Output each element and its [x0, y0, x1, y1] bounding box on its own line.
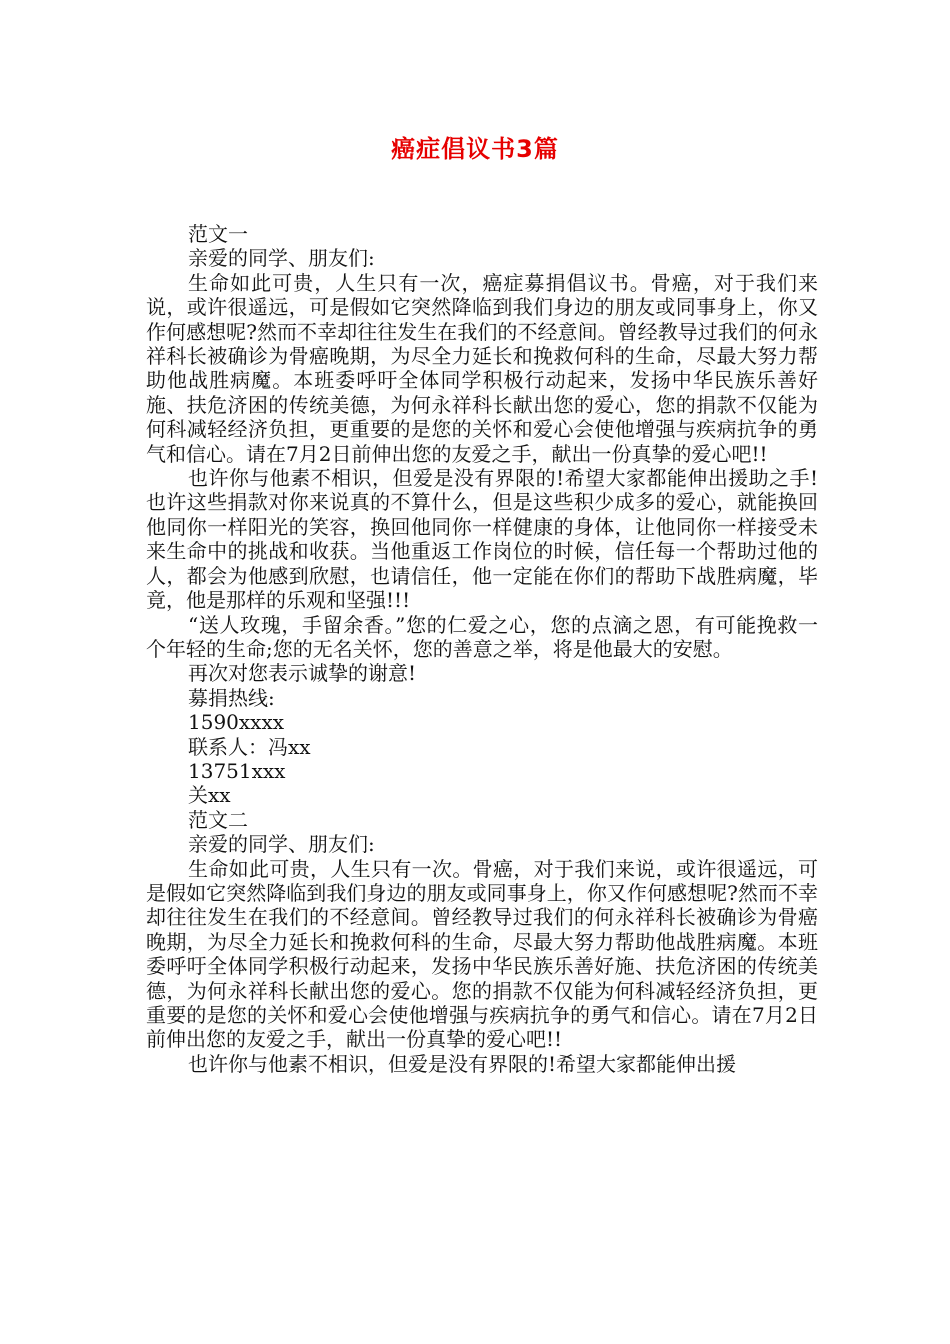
contact-person: 关xx [188, 783, 231, 808]
document-body [146, 222, 818, 1076]
body-paragraph: 生命如此可贵，人生只有一次，癌症募捐倡议书。骨癌，对于我们来说，或许很遥远，可是假如它突然降临到我们身边的朋友或同事身上，你又作何感想呢?然而不幸却往往发生在我们的不经意间。曾经教导过我们的何永祥科长被确诊为骨癌晚期，为尽全力延长和挽救何科的生命，尽最大努力帮助他战胜病魔。本班委呼吁全体同学积极行动起来，发扬中华民族乐善好施、扶危济困的传统美德，为何永祥科长献出您的爱心，您的捐款不仅能为何科减轻经济负担，更重要的是您的关怀和爱心会使他增强与疾病抗争的勇气和信心。请在7月2日前伸出您的友爱之手，献出一份真挚的爱心吧!! [146, 270, 818, 466]
hotline-label: 募捐热线: [188, 685, 275, 710]
salutation-1: 亲爱的同学、朋友们: [188, 246, 375, 271]
phone-number: 1590xxxx [188, 710, 285, 735]
section-heading-1: 范文一 [188, 222, 248, 246]
body-paragraph: 也许你与他素不相识，但爱是没有界限的!希望大家都能伸出援助之手!也许这些捐款对你来说真的不算什么，但是这些积少成多的爱心，就能换回他同你一样阳光的笑容，换回他同你一样健康的身体，让他同你一样接受未来生命中的挑战和收获。当他重返工作岗位的时候，信任每一个帮助过他的人，都会为他感到欣慰，也请信任，他一定能在你们的帮助下战胜病魔，毕竟，他是那样的乐观和坚强!!! [146, 466, 818, 613]
contact-person: 联系人：冯xx [188, 734, 311, 759]
thanks-line: 再次对您表示诚挚的谢意! [188, 661, 417, 686]
body-paragraph: 也许你与他素不相识，但爱是没有界限的!希望大家都能伸出援 [188, 1051, 737, 1076]
document-title: 癌症倡议书3篇 [391, 135, 559, 163]
body-paragraph: “送人玫瑰，手留余香。”您的仁爱之心，您的点滴之恩，有可能挽救一个年轻的生命;您的无名关怀，您的善意之举，将是他最大的安慰。 [146, 612, 818, 661]
salutation-2: 亲爱的同学、朋友们: [188, 832, 375, 857]
section-heading-2: 范文二 [188, 807, 248, 832]
phone-number: 13751xxx [188, 758, 286, 783]
body-paragraph: 生命如此可贵，人生只有一次。骨癌，对于我们来说，或许很遥远，可是假如它突然降临到我们身边的朋友或同事身上，你又作何感想呢?然而不幸却往往发生在我们的不经意间。曾经教导过我们的何永祥科长被确诊为骨癌晚期，为尽全力延长和挽救何科的生命，尽最大努力帮助他战胜病魔。本班委呼吁全体同学积极行动起来，发扬中华民族乐善好施、扶危济困的传统美德，为何永祥科长献出您的爱心。您的捐款不仅能为何科减轻经济负担，更重要的是您的关怀和爱心会使他增强与疾病抗争的勇气和信心。请在7月2日前伸出您的友爱之手，献出一份真挚的爱心吧!! [146, 856, 818, 1052]
